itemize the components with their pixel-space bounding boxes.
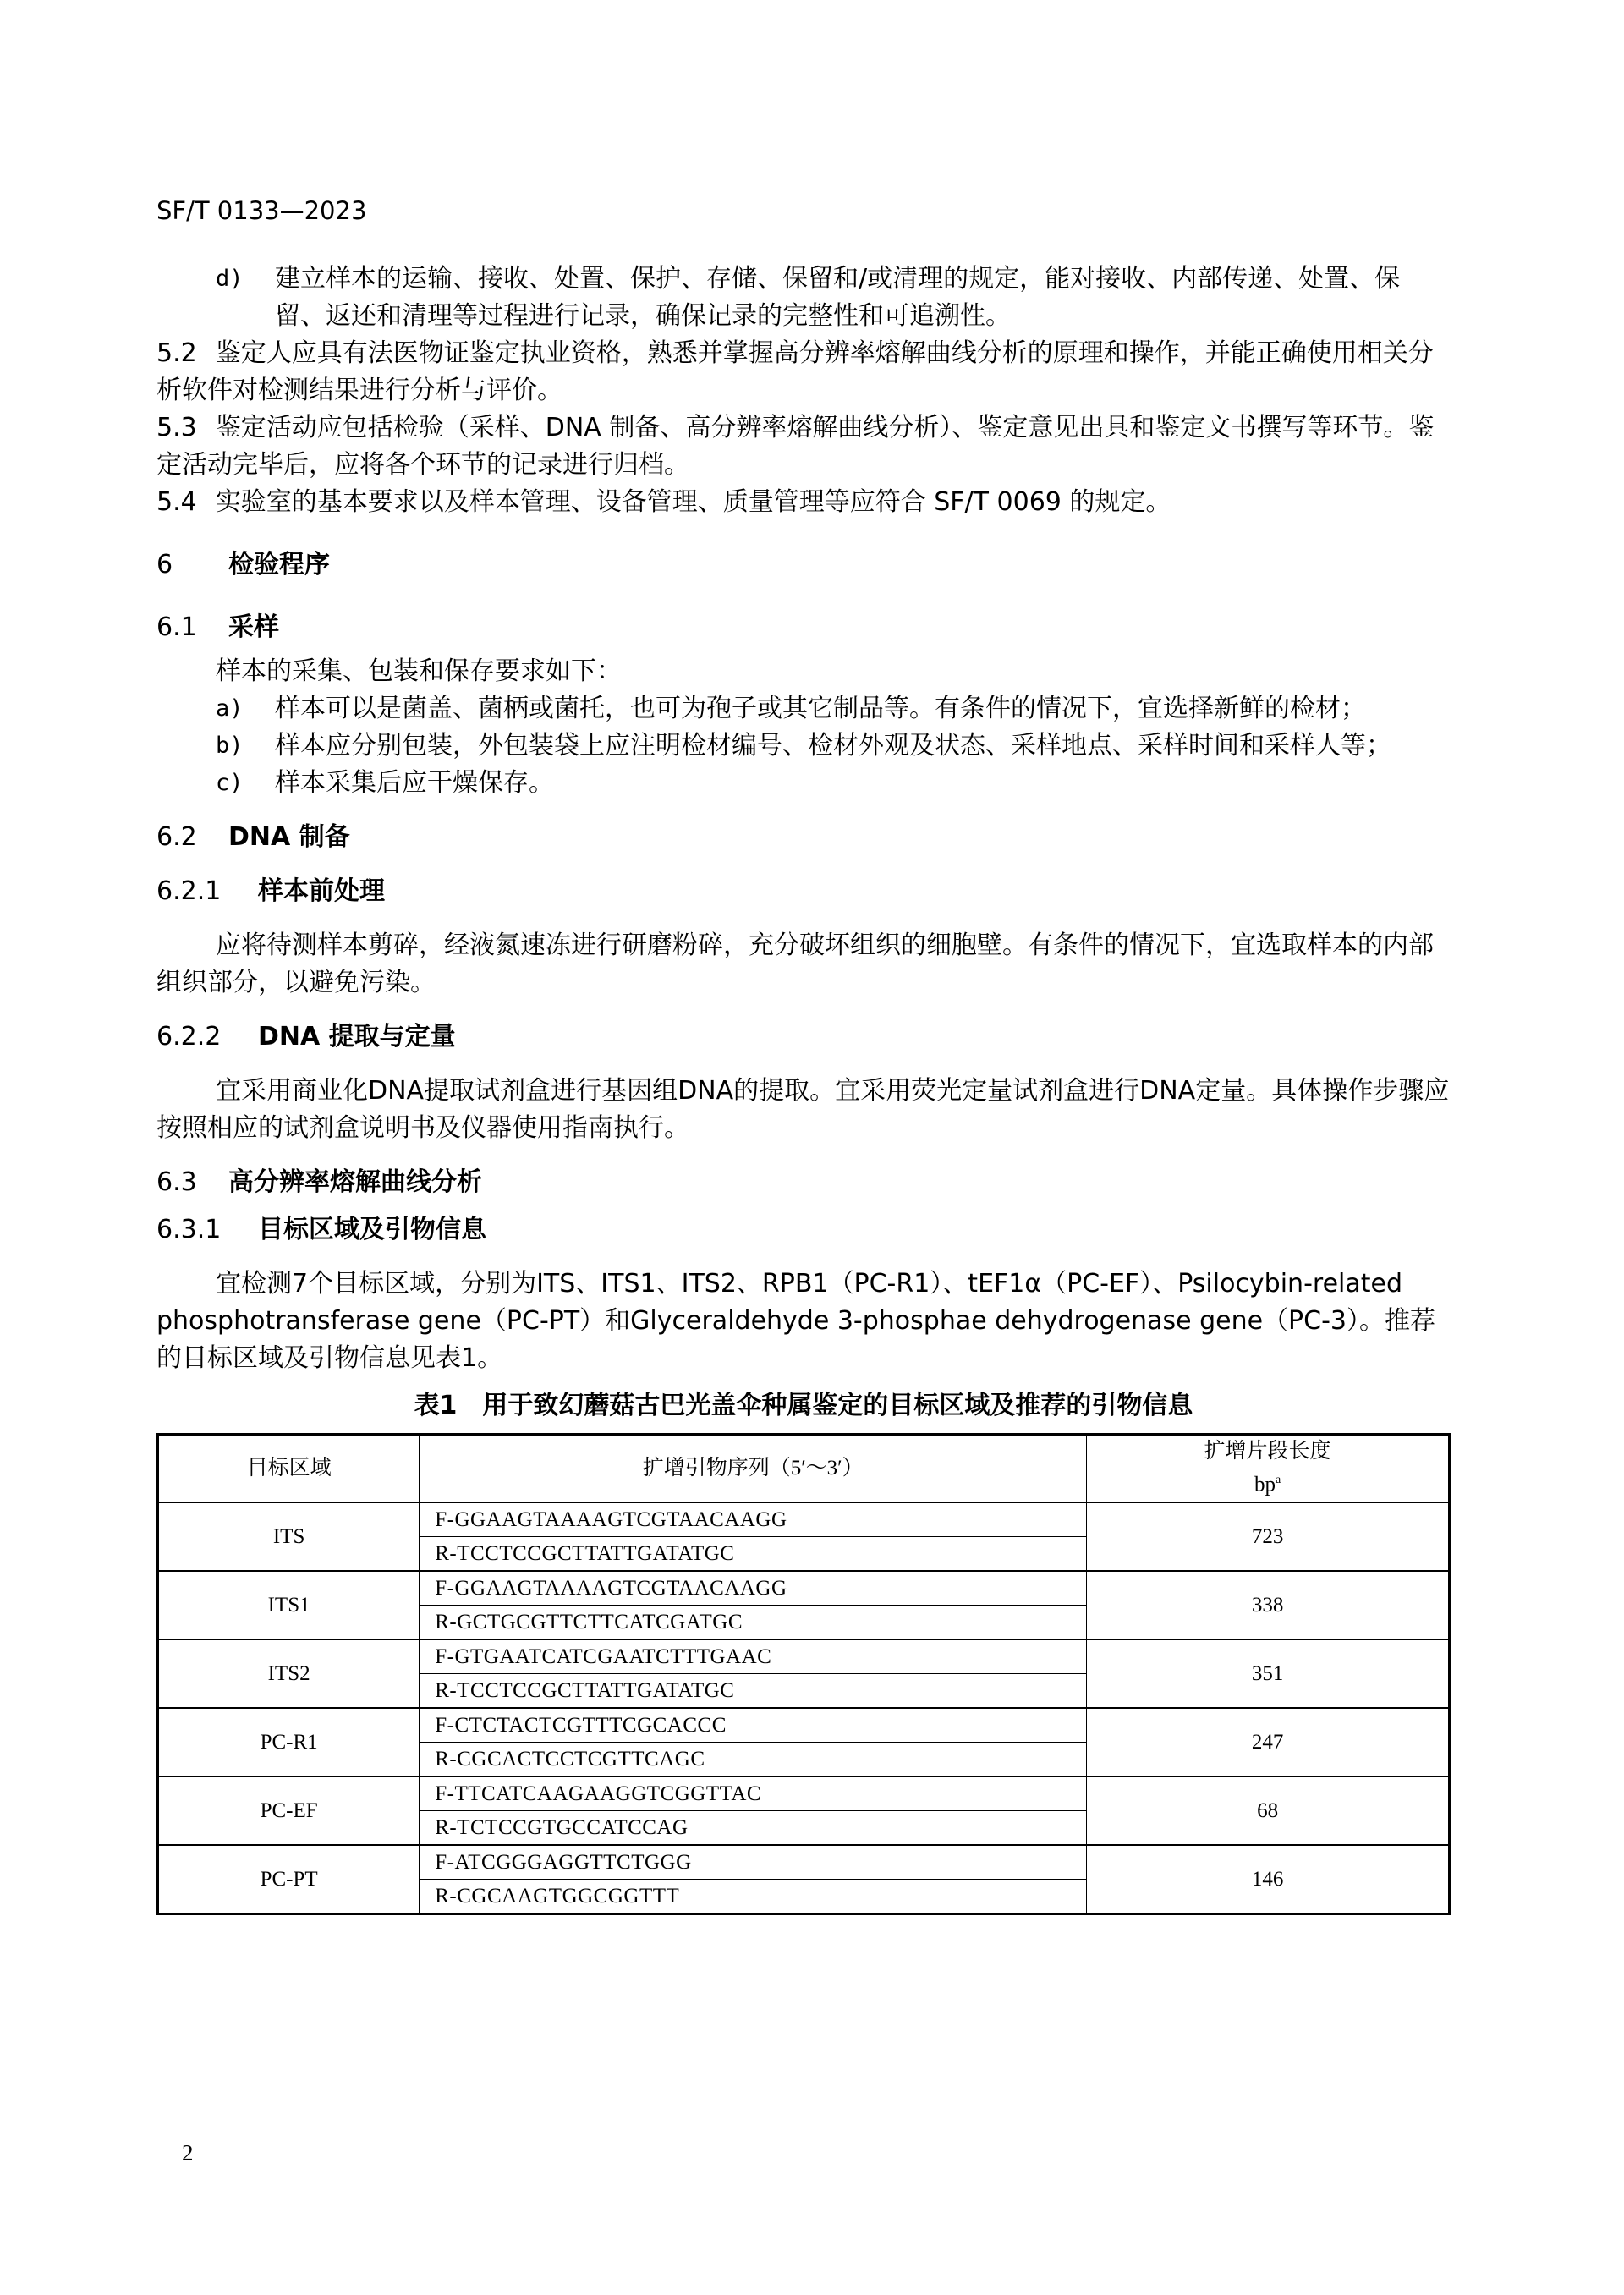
forward-primer-cell: F-GGAAGTAAAAGTCGTAACAAGG [420, 1502, 1087, 1537]
clause-5-3 [156, 409, 1451, 484]
length-cell: 723 [1087, 1502, 1450, 1571]
clause-5-4 [156, 484, 1451, 521]
heading-number: 6.3.1 [156, 1215, 222, 1244]
list-text: 样本采集后应干燥保存。 [275, 768, 554, 798]
region-cell: PC-PT [158, 1845, 420, 1914]
reverse-primer-cell: R-CGCACTCCTCGTTCAGC [420, 1743, 1087, 1777]
section-6-3-heading [156, 1164, 1451, 1201]
list-text: 样本可以是菌盖、菌柄或菌托，也可为孢子或其它制品等。有条件的情况下，宜选择新鲜的检材； [275, 694, 1366, 723]
length-header-line1: 扩增片段长度 [1204, 1440, 1331, 1463]
heading-title: 目标区域及引物信息 [258, 1215, 486, 1244]
section-6-1-heading [156, 609, 1451, 646]
document-code-header: SF/T 0133—2023 [156, 196, 367, 225]
heading-number: 6.3 [156, 1167, 197, 1197]
list-mark: d) [216, 266, 244, 292]
reverse-primer-cell: R-GCTGCGTTCTTCATCGATGC [420, 1606, 1087, 1640]
clause-5-2 [156, 335, 1451, 409]
clause-text: 鉴定人应具有法医物证鉴定执业资格，熟悉并掌握高分辨率熔解曲线分析的原理和操作，并能正确使用相关分析软件对检测结果进行分析与评价。 [156, 338, 1434, 405]
list-item-c [216, 765, 1451, 802]
column-header-length [1087, 1435, 1450, 1503]
heading-title: DNA 提取与定量 [258, 1022, 456, 1051]
pretreatment-text: 应将待测样本剪碎，经液氮速冻进行研磨粉碎，充分破坏组织的细胞壁。有条件的情况下，宜选取样本的内部组织部分，以避免污染。 [156, 931, 1434, 997]
section-6-2-1-heading [156, 873, 1451, 910]
heading-title: DNA 制备 [228, 822, 350, 852]
region-cell: ITS [158, 1502, 420, 1571]
column-header-primer: 扩增引物序列（5′～3′） [420, 1435, 1087, 1503]
forward-primer-cell: F-GGAAGTAAAAGTCGTAACAAGG [420, 1571, 1087, 1606]
heading-number: 6.2.1 [156, 876, 222, 906]
region-cell: ITS1 [158, 1571, 420, 1639]
length-cell: 247 [1087, 1708, 1450, 1776]
table-row [158, 1502, 1450, 1537]
list-item-a [216, 690, 1451, 727]
heading-title: 样本前处理 [258, 876, 385, 906]
target-region-text: 宜检测7个目标区域，分别为ITS、ITS1、ITS2、RPB1（PC-R1）、tEF1α（PC-EF）、Psilocybin-related phosphotransferase gene（PC-PT）和Glyceraldehyde 3-phosphae dehydrogenase gene（PC-3）。推荐的目标区域及引物信息见表1。 [156, 1269, 1435, 1373]
region-cell: PC-R1 [158, 1708, 420, 1776]
clause-number: 5.2 [156, 338, 197, 368]
length-cell: 146 [1087, 1845, 1450, 1914]
table-row [158, 1845, 1450, 1880]
forward-primer-cell: F-CTCTACTCGTTTCGCACCC [420, 1708, 1087, 1743]
heading-number: 6.1 [156, 612, 197, 642]
table-row [158, 1708, 1450, 1743]
reverse-primer-cell: R-TCCTCCGCTTATTGATATGC [420, 1674, 1087, 1709]
section-6-2-2-heading [156, 1018, 1451, 1056]
table-header-row [158, 1435, 1450, 1503]
page-content [156, 261, 1451, 1915]
forward-primer-cell: F-TTCATCAAGAAGGTCGGTTAC [420, 1776, 1087, 1811]
length-header-line2 [1087, 1466, 1448, 1499]
page-number: 2 [182, 2140, 194, 2166]
section-6-3-1-heading [156, 1211, 1451, 1249]
clause-number: 5.3 [156, 413, 197, 442]
forward-primer-cell: F-GTGAATCATCGAATCTTTGAAC [420, 1639, 1087, 1674]
clause-text: 实验室的基本要求以及样本管理、设备管理、质量管理等应符合 SF/T 0069 的规定。 [215, 487, 1171, 517]
heading-title: 检验程序 [228, 550, 330, 579]
section-6-2-heading [156, 819, 1451, 856]
list-text: 样本应分别包装，外包装袋上应注明检材编号、检材外观及状态、采样地点、采样时间和采样人等； [275, 731, 1391, 760]
heading-number: 6.2 [156, 822, 197, 852]
primer-table [156, 1433, 1451, 1915]
heading-number: 6.2.2 [156, 1022, 222, 1051]
reverse-primer-cell: R-CGCAAGTGGCGGTTT [420, 1880, 1087, 1914]
list-item-d [216, 261, 1451, 335]
reverse-primer-cell: R-TCTCCGTGCCATCCAG [420, 1811, 1087, 1846]
forward-primer-cell: F-ATCGGGAGGTTCTGGG [420, 1845, 1087, 1880]
list-mark: c) [216, 770, 244, 796]
list-item-b [216, 727, 1451, 765]
column-header-region: 目标区域 [158, 1435, 420, 1503]
dna-extraction-text: 宜采用商业化DNA提取试剂盒进行基因组DNA的提取。宜采用荧光定量试剂盒进行DNA定量。具体操作步骤应按照相应的试剂盒说明书及仪器使用指南执行。 [156, 1076, 1450, 1143]
footnote-marker: a [1275, 1474, 1281, 1487]
heading-title: 采样 [228, 612, 279, 642]
clause-text: 鉴定活动应包括检验（采样、DNA 制备、高分辨率熔解曲线分析）、鉴定意见出具和鉴定文书撰写等环节。鉴定活动完毕后，应将各个环节的记录进行归档。 [156, 413, 1435, 480]
length-unit: bp [1254, 1473, 1276, 1496]
list-text: 建立样本的运输、接收、处置、保护、存储、保留和/或清理的规定，能对接收、内部传递、处置、保留、返还和清理等过程进行记录，确保记录的完整性和可追溯性。 [275, 264, 1401, 331]
clause-number: 5.4 [156, 487, 197, 517]
length-cell: 351 [1087, 1639, 1450, 1708]
length-cell: 68 [1087, 1776, 1450, 1845]
heading-title: 高分辨率熔解曲线分析 [228, 1167, 482, 1197]
list-mark: a) [216, 695, 244, 722]
table-caption: 表1 用于致幻蘑菇古巴光盖伞种属鉴定的目标区域及推荐的引物信息 [414, 1391, 1193, 1420]
region-cell: ITS2 [158, 1639, 420, 1708]
list-mark: b) [216, 733, 244, 759]
table-row [158, 1571, 1450, 1606]
length-cell: 338 [1087, 1571, 1450, 1639]
heading-number: 6 [156, 550, 173, 579]
region-cell: PC-EF [158, 1776, 420, 1845]
section-6-heading [156, 546, 1451, 584]
table-row [158, 1639, 1450, 1674]
table-row [158, 1776, 1450, 1811]
sampling-intro: 样本的采集、包装和保存要求如下： [216, 656, 622, 686]
reverse-primer-cell: R-TCCTCCGCTTATTGATATGC [420, 1537, 1087, 1572]
